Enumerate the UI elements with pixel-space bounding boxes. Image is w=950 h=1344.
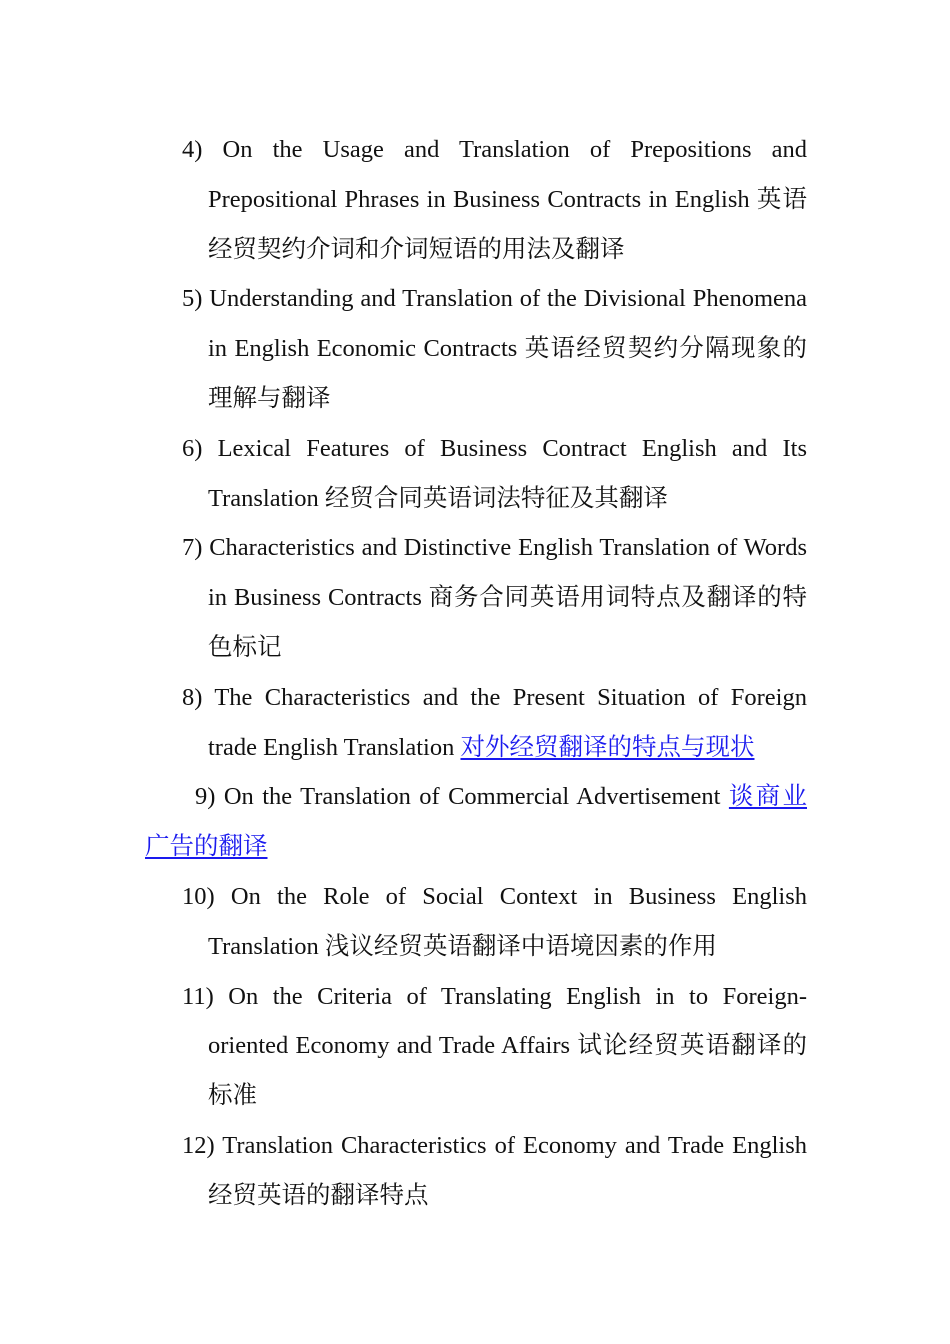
list-item-text: 9) On the Translation of Commercial Advertisement (195, 783, 729, 811)
list-item (145, 872, 807, 972)
list-item (145, 772, 807, 872)
list-item (145, 274, 807, 423)
list-item-text: 4) On the Usage and Translation of Prepositions and Prepositional Phrases in Business Contracts in English 英语经贸契约介词和介词短语的用法及翻译 (182, 136, 807, 263)
list-item (145, 972, 807, 1121)
list-item-text: 12) Translation Characteristics of Economy and Trade English 经贸英语的翻译特点 (182, 1131, 807, 1209)
list-item (145, 125, 807, 274)
list-item-text: 11) On the Criteria of Translating English in to Foreign-oriented Economy and Trade Affairs 试论经贸英语翻译的标准 (182, 982, 807, 1110)
list-item-text: 8) The Characteristics and the Present Situation of Foreign trade English Translation (182, 683, 807, 761)
list-item-text: 10) On the Role of Social Context in Business English Translation 浅议经贸英语翻译中语境因素的作用 (182, 882, 807, 960)
list-item (145, 673, 807, 773)
list-item (145, 424, 807, 524)
list-item (145, 523, 807, 672)
list-item-text: 7) Characteristics and Distinctive English Translation of Words in Business Contracts 商务合同英语用词特点及翻译的特色标记 (182, 534, 807, 661)
list-item-text: 5) Understanding and Translation of the Divisional Phenomena in English Economic Contracts 英语经贸契约分隔现象的理解与翻译 (182, 285, 807, 412)
item-link[interactable]: 谈商业广告的翻译 (145, 783, 807, 861)
item-link[interactable]: 对外经贸翻译的特点与现状 (460, 733, 755, 761)
reference-list (145, 125, 807, 1221)
list-item (145, 1121, 807, 1221)
list-item-text: 6) Lexical Features of Business Contract English and Its Translation 经贸合同英语词法特征及其翻译 (182, 434, 807, 512)
